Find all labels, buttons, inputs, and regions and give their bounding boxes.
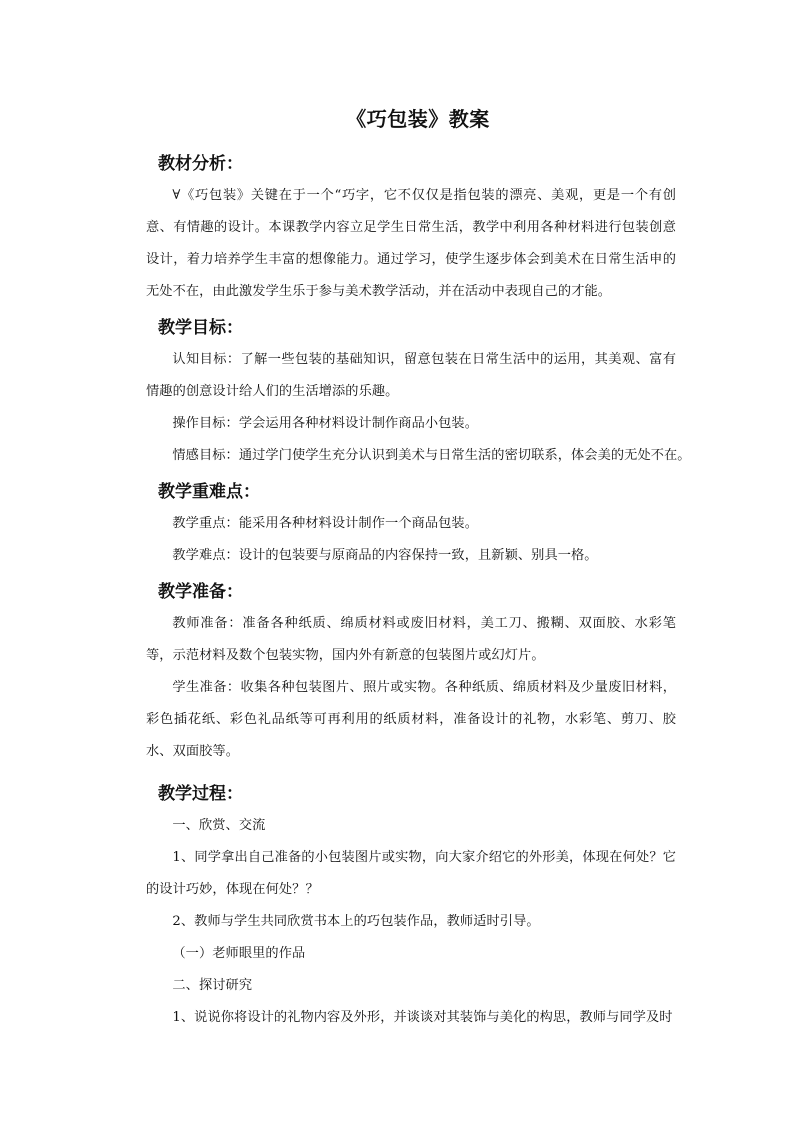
- process-item: 2、教师与学生共同欣赏书本上的巧包装作品，教师适时引导。: [172, 914, 540, 929]
- goal-operation: 操作目标：学会运用各种材料设计制作商品小包装。: [172, 416, 479, 431]
- analysis-paragraph: ∀《巧包装》关键在于一个“巧字，它不仅仅是指包装的漂亮、美观，更是一个有创意、有情趣的设计。本课教学内容立足学生日常生活，教学中利用各种材料进行包装创意设计，着力培养学生丰富的想像能力。通过学习，使学生逐步体会到美术在日常生活申的无处不在，由此激发学生乐于参与美术教学活动，并在活动中表现自己的才能。: [146, 188, 676, 299]
- process-item: 1、说说你将设计的礼物内容及外形，并谈谈对其装饰与美化的构思，教师与同学及时: [172, 1010, 673, 1025]
- section-heading-goals: 教学目标：: [158, 318, 243, 338]
- goal-emotion: 情感目标：通过学门使学生充分认识到美术与日常生活的密切联系，体会美的无处不在。: [172, 448, 691, 463]
- section-heading-process: 教学过程：: [158, 784, 243, 804]
- document-title: 《巧包装》教案: [346, 107, 490, 131]
- keypoint-difficulty: 教学难点：设计的包装要与原商品的内容保持一致，且新颖、别具一格。: [172, 548, 598, 563]
- process-item: 1、同学拿出自己准备的小包装图片或实物，向大家介绍它的外形美，体现在何处？它的设计巧妙，体现在何处？？: [146, 850, 676, 897]
- goal-cognitive: 认知目标：了解一些包装的基础知识，留意包装在日常生活中的运用，其美观、富有情趣的创意设计给人们的生活增添的乐趣。: [146, 352, 676, 399]
- keypoint-key: 教学重点：能采用各种材料设计制作一个商品包装。: [172, 516, 479, 531]
- section-heading-analysis: 教材分析：: [158, 154, 243, 174]
- section-heading-preparation: 教学准备：: [158, 582, 243, 602]
- process-item: 一、欣赏、交流: [172, 818, 266, 833]
- process-item: （一）老师眼里的作品: [172, 946, 306, 961]
- preparation-student: 学生准备：收集各种包装图片、照片或实物。各种纸质、绵质材料及少量废旧材料，彩色插花纸、彩色礼品纸等可再利用的纸质材料，准备设计的礼物，水彩笔、剪刀、胶水、双面胶等。: [146, 680, 676, 759]
- preparation-teacher: 教师准备：准备各种纸质、绵质材料或废旧材料，美工刀、搬糊、双面胶、水彩笔等，示范材料及数个包装实物，国内外有新意的包装图片或幻灯片。: [146, 616, 676, 663]
- section-heading-keypoints: 教学重难点：: [158, 482, 260, 502]
- process-item: 二、探讨研究: [172, 978, 253, 993]
